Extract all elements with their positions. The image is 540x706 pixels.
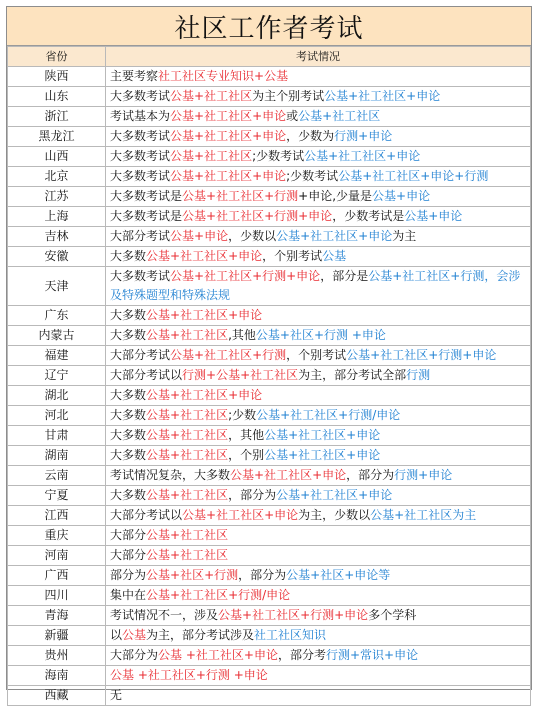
- info-segment: 大多数考试是: [110, 209, 183, 223]
- info-segment: 公基+社区+行测: [146, 568, 239, 582]
- info-segment: 公基+社工社区+行测+申论: [182, 209, 333, 223]
- province-cell: 西藏: [8, 686, 106, 706]
- info-segment: 公基+申论: [372, 189, 431, 203]
- exam-info-cell: [106, 606, 531, 626]
- table-row: [8, 306, 531, 326]
- info-segment: 多个学科: [368, 608, 417, 622]
- province-cell: 新疆: [8, 626, 106, 646]
- info-segment: 公基+社工社区+申论: [324, 89, 441, 103]
- page-title: 社区工作者考试: [7, 7, 531, 46]
- info-segment: 公基+社工社区: [170, 89, 253, 103]
- info-segment: ，部分是: [320, 269, 369, 283]
- table-row: [8, 666, 531, 686]
- info-segment: 无: [110, 688, 123, 702]
- exam-info-cell: [106, 107, 531, 127]
- province-cell: 黑龙江: [8, 127, 106, 147]
- info-segment: 公基+社工社区+申论: [170, 109, 287, 123]
- exam-info-cell: [106, 626, 531, 646]
- info-segment: 行测+申论: [394, 468, 453, 482]
- info-segment: 大多数考试: [110, 149, 171, 163]
- province-cell: 广东: [8, 306, 106, 326]
- info-segment: ，少数以: [228, 229, 277, 243]
- province-cell: 云南: [8, 466, 106, 486]
- info-segment: ，部分为: [346, 468, 395, 482]
- table-row: [8, 586, 531, 606]
- exam-table: [7, 46, 531, 706]
- info-segment: 或: [286, 109, 299, 123]
- province-cell: 湖南: [8, 446, 106, 466]
- province-cell: 山西: [8, 147, 106, 167]
- info-segment: 公基+社工社区为主: [370, 508, 477, 522]
- table-row: [8, 207, 531, 227]
- info-segment: ，个别考试: [286, 348, 347, 362]
- table-row: [8, 87, 531, 107]
- table-row: [8, 406, 531, 426]
- info-segment: 大多数: [110, 388, 147, 402]
- exam-info-cell: [106, 386, 531, 406]
- exam-info-cell: [106, 127, 531, 147]
- info-segment: ，少数为: [286, 129, 335, 143]
- exam-info-cell: [106, 326, 531, 346]
- info-segment: ，个别考试: [262, 249, 323, 263]
- info-segment: 大部分考试以: [110, 368, 183, 382]
- table-row: [8, 346, 531, 366]
- info-segment: 公基+社工社区+申论+行测: [338, 169, 489, 183]
- table-row: [8, 646, 531, 666]
- exam-info-cell: [106, 546, 531, 566]
- exam-info-cell: [106, 686, 531, 706]
- province-cell: 江苏: [8, 187, 106, 207]
- table-row: [8, 326, 531, 346]
- info-segment: 社工社区知识: [254, 628, 327, 642]
- info-segment: 大多数考试: [110, 129, 171, 143]
- info-segment: 大多数: [110, 408, 147, 422]
- info-segment: ,其他: [228, 328, 256, 342]
- province-cell: 湖北: [8, 386, 106, 406]
- info-segment: 公基+社工社区+申论: [304, 149, 421, 163]
- exam-info-cell: [106, 267, 531, 306]
- info-segment: 主要考察: [110, 69, 159, 83]
- info-segment: 公基+社工社区+申论: [146, 308, 263, 322]
- info-segment: 大多数考试: [110, 89, 171, 103]
- info-segment: 公基+社工社区+申论: [276, 229, 393, 243]
- province-cell: 青海: [8, 606, 106, 626]
- exam-info-cell: [106, 167, 531, 187]
- info-segment: 公基+社工社区+申论: [264, 448, 381, 462]
- info-segment: 公基+社区+行测 +申论: [255, 328, 386, 342]
- info-segment: 公基+社区+申论等: [286, 568, 391, 582]
- table-row: [8, 686, 531, 706]
- info-segment: 公基+社工社区+申论: [182, 508, 299, 522]
- info-segment: 行测+公基+社工社区: [182, 368, 299, 382]
- info-segment: 为主，部分考试涉及: [146, 628, 255, 642]
- province-cell: 河北: [8, 406, 106, 426]
- info-segment: +申论,少量是: [298, 189, 373, 203]
- province-cell: 上海: [8, 207, 106, 227]
- province-cell: 广西: [8, 566, 106, 586]
- province-cell: 北京: [8, 167, 106, 187]
- table-row: [8, 566, 531, 586]
- exam-table-sheet: [6, 6, 532, 702]
- province-cell: 天津: [8, 267, 106, 306]
- province-cell: 内蒙古: [8, 326, 106, 346]
- table-row: [8, 606, 531, 626]
- table-row: [8, 147, 531, 167]
- exam-info-cell: [106, 466, 531, 486]
- exam-info-cell: [106, 306, 531, 326]
- table-row: [8, 267, 531, 306]
- info-segment: ，个别: [228, 448, 265, 462]
- table-row: [8, 386, 531, 406]
- info-segment: 公基+社工社区+申论: [146, 249, 263, 263]
- exam-info-cell: [106, 227, 531, 247]
- info-segment: 大部分考试: [110, 229, 171, 243]
- exam-info-cell: [106, 446, 531, 466]
- province-cell: 山东: [8, 87, 106, 107]
- province-cell: 福建: [8, 346, 106, 366]
- exam-info-cell: [106, 187, 531, 207]
- info-segment: 公基+社工社区: [170, 149, 253, 163]
- province-cell: 贵州: [8, 646, 106, 666]
- province-cell: 甘肃: [8, 426, 106, 446]
- info-segment: 公基+社工社区: [146, 528, 229, 542]
- table-row: [8, 167, 531, 187]
- info-segment: ，部分为: [228, 488, 277, 502]
- exam-info-cell: [106, 67, 531, 87]
- info-segment: 行测+申论: [334, 129, 393, 143]
- exam-info-cell: [106, 406, 531, 426]
- info-segment: 大多数: [110, 249, 147, 263]
- province-cell: 陕西: [8, 67, 106, 87]
- info-segment: ;少数考试: [286, 169, 339, 183]
- exam-info-cell: [106, 486, 531, 506]
- info-segment: 大多数: [110, 328, 147, 342]
- exam-info-cell: [106, 207, 531, 227]
- table-row: [8, 426, 531, 446]
- header-province: 省份: [8, 47, 106, 67]
- info-segment: 行测+常识+申论: [325, 648, 419, 662]
- info-segment: ，部分考: [277, 648, 326, 662]
- province-cell: 重庆: [8, 526, 106, 546]
- table-row: [8, 247, 531, 267]
- info-segment: 公基+申论: [170, 229, 229, 243]
- info-segment: 公基+申论: [404, 209, 463, 223]
- info-segment: 公基: [122, 628, 147, 642]
- exam-info-cell: [106, 247, 531, 267]
- exam-info-cell: [106, 506, 531, 526]
- province-cell: 海南: [8, 666, 106, 686]
- province-cell: 江西: [8, 506, 106, 526]
- info-segment: 考试情况复杂，大多数: [110, 468, 231, 482]
- info-segment: 公基+社工社区+行测+申论: [346, 348, 497, 362]
- info-segment: 大多数: [110, 308, 147, 322]
- info-segment: 公基+社工社区: [146, 548, 229, 562]
- table-row: [8, 486, 531, 506]
- info-segment: 公基+社工社区: [146, 328, 229, 342]
- province-cell: 宁夏: [8, 486, 106, 506]
- info-segment: 公基+社工社区+行测: [182, 189, 299, 203]
- info-segment: ，部分为: [238, 568, 287, 582]
- info-segment: 公基+社工社区+行测，会涉及特殊题型和特殊法规: [110, 269, 521, 302]
- province-cell: 四川: [8, 586, 106, 606]
- info-segment: 公基: [322, 249, 347, 263]
- exam-info-cell: [106, 586, 531, 606]
- table-row: [8, 506, 531, 526]
- info-segment: ，少数考试是: [332, 209, 405, 223]
- exam-info-cell: [106, 87, 531, 107]
- exam-info-cell: [106, 526, 531, 546]
- info-segment: 大多数: [110, 488, 147, 502]
- info-segment: 以: [110, 628, 123, 642]
- info-segment: 公基+社工社区+行测+申论: [170, 269, 321, 283]
- info-segment: 大多数考试: [110, 269, 171, 283]
- table-row: [8, 366, 531, 386]
- info-segment: 公基 +社工社区+申论: [158, 648, 278, 662]
- info-segment: 公基+社工社区+申论: [264, 428, 381, 442]
- info-segment: 大部分考试: [110, 348, 171, 362]
- info-segment: 公基 +社工社区+行测 +申论: [110, 668, 268, 682]
- header-info: 考试情况: [106, 47, 531, 67]
- info-segment: 大部分: [110, 528, 147, 542]
- info-segment: 行测: [406, 368, 431, 382]
- table-row: [8, 546, 531, 566]
- info-segment: 公基+社工社区+行测: [170, 348, 287, 362]
- table-row: [8, 187, 531, 207]
- province-cell: 浙江: [8, 107, 106, 127]
- info-segment: 大多数考试是: [110, 189, 183, 203]
- info-segment: 考试情况不一，涉及: [110, 608, 219, 622]
- info-segment: 公基+社工社区+申论: [170, 129, 287, 143]
- table-row: [8, 526, 531, 546]
- info-segment: 大多数: [110, 448, 147, 462]
- province-cell: 安徽: [8, 247, 106, 267]
- info-segment: 为主个别考试: [252, 89, 325, 103]
- info-segment: 为主: [392, 229, 417, 243]
- exam-info-cell: [106, 666, 531, 686]
- table-row: [8, 107, 531, 127]
- table-row: [8, 446, 531, 466]
- info-segment: 大部分考试以: [110, 508, 183, 522]
- info-segment: 社工社区专业知识+公基: [158, 69, 289, 83]
- exam-info-cell: [106, 366, 531, 386]
- info-segment: ，其他: [228, 428, 265, 442]
- table-row: [8, 227, 531, 247]
- info-segment: 为主，部分考试全部: [298, 368, 407, 382]
- info-segment: 公基+社工社区: [146, 428, 229, 442]
- info-segment: 考试基本为: [110, 109, 171, 123]
- province-cell: 辽宁: [8, 366, 106, 386]
- exam-info-cell: [106, 566, 531, 586]
- exam-info-cell: [106, 147, 531, 167]
- info-segment: 公基+社工社区+行测+申论: [218, 608, 369, 622]
- info-segment: 公基+社工社区+申论: [230, 468, 347, 482]
- info-segment: ;少数考试: [252, 149, 305, 163]
- info-segment: 大多数: [110, 428, 147, 442]
- info-segment: 公基+社工社区+申论: [170, 169, 287, 183]
- info-segment: 公基+社工社区: [146, 488, 229, 502]
- info-segment: 公基+社工社区: [146, 448, 229, 462]
- info-segment: ;少数: [228, 408, 257, 422]
- info-segment: 公基+社工社区: [146, 408, 229, 422]
- exam-info-cell: [106, 646, 531, 666]
- table-row: [8, 626, 531, 646]
- exam-info-cell: [106, 346, 531, 366]
- table-row: [8, 466, 531, 486]
- info-segment: 大部分为: [110, 648, 159, 662]
- table-body: [8, 67, 531, 706]
- info-segment: 大多数考试: [110, 169, 171, 183]
- province-cell: 吉林: [8, 227, 106, 247]
- exam-info-cell: [106, 426, 531, 446]
- table-row: [8, 127, 531, 147]
- table-row: [8, 67, 531, 87]
- info-segment: 公基+社工社区+行测/申论: [256, 408, 401, 422]
- info-segment: 部分为: [110, 568, 147, 582]
- info-segment: 公基+社工社区: [298, 109, 381, 123]
- info-segment: 公基+社工社区+行测/申论: [146, 588, 291, 602]
- province-cell: 河南: [8, 546, 106, 566]
- info-segment: 大部分: [110, 548, 147, 562]
- info-segment: 为主，少数以: [298, 508, 371, 522]
- info-segment: 公基+社工社区+申论: [146, 388, 263, 402]
- info-segment: 集中在: [110, 588, 147, 602]
- info-segment: 公基+社工社区+申论: [276, 488, 393, 502]
